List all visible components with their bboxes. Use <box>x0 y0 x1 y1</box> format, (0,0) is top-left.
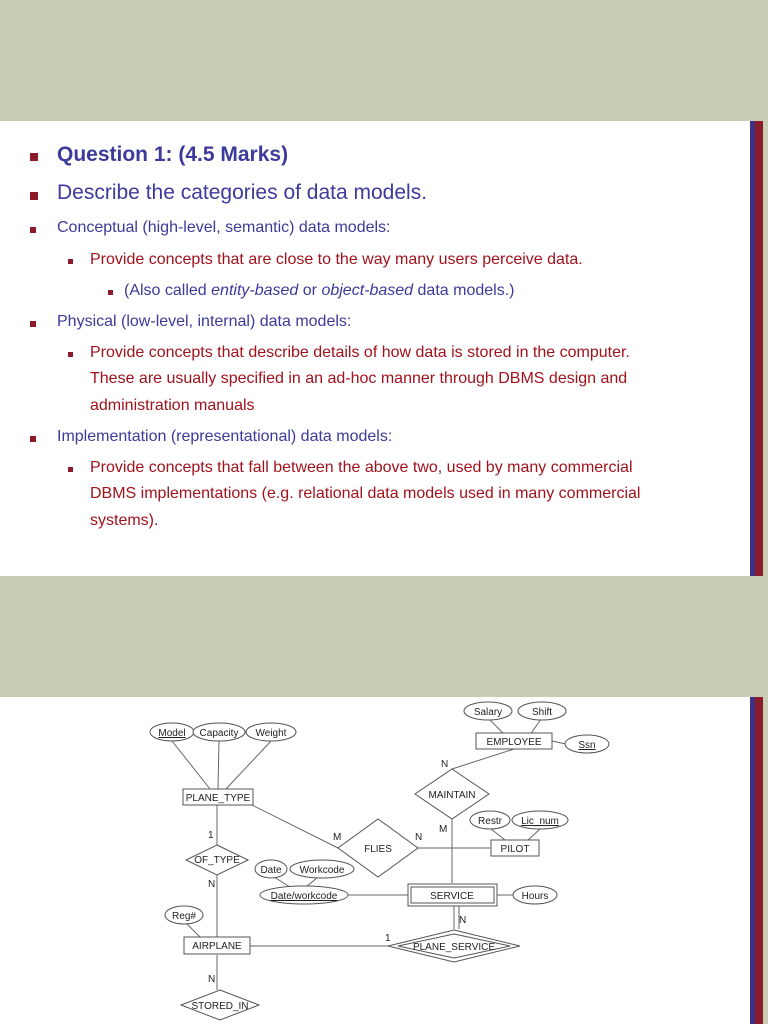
attribute-ssn <box>565 735 609 753</box>
relationship-stored-in-label: STORED_IN <box>191 1001 249 1012</box>
slide-edge-stripes <box>750 121 768 576</box>
attribute-weight <box>246 723 296 741</box>
attribute-date-workcode-label: Date/workcode <box>270 891 338 902</box>
attribute-reg-label: Reg# <box>172 911 196 922</box>
relationship-plane-service <box>388 930 520 962</box>
entity-pilot-label: PILOT <box>500 844 530 855</box>
edge-stripe-gray <box>763 697 768 1024</box>
attribute-date-workcode <box>260 886 348 904</box>
attribute-capacity-label: Capacity <box>199 728 239 739</box>
attribute-workcode-label: Workcode <box>299 865 345 876</box>
er-diagram <box>0 697 740 1024</box>
also-entity-based: entity-based <box>211 282 299 299</box>
attribute-shift <box>518 702 566 720</box>
conceptual-point: Provide concepts that are close to the way many users perceive data. <box>90 251 583 268</box>
cardinality-maintain-m: M <box>439 824 448 835</box>
bullet-marker <box>30 153 38 161</box>
implementation-heading: Implementation (representational) data models: <box>57 428 393 445</box>
line-reg-airplane <box>186 923 200 937</box>
cardinality-oftype-1: 1 <box>208 830 214 841</box>
cardinality-storedin-n: N <box>208 974 216 985</box>
line-employee-maintain <box>452 749 514 769</box>
physical-heading: Physical (low-level, internal) data models: <box>57 313 352 330</box>
conceptual-also <box>124 282 514 300</box>
cardinality-planeservice-n: N <box>459 915 467 926</box>
bullet-marker <box>30 227 36 233</box>
conceptual-heading: Conceptual (high-level, semantic) data models: <box>57 219 391 236</box>
cardinality-oftype-n: N <box>208 879 216 890</box>
also-suffix: data models.) <box>413 282 515 299</box>
attribute-restr <box>470 811 510 829</box>
line-planetype-flies <box>252 805 338 848</box>
edge-stripe-gray <box>763 121 768 576</box>
attribute-capacity <box>193 723 245 741</box>
attribute-reg <box>165 906 203 924</box>
implementation-line-1: Provide concepts that fall between the above two, used by many commercial <box>90 459 633 476</box>
cardinality-flies-m: M <box>333 832 342 843</box>
entity-employee-label: EMPLOYEE <box>486 737 542 748</box>
also-prefix: (Also called <box>124 282 212 299</box>
attribute-date <box>255 860 287 878</box>
attribute-lic-num <box>512 811 568 829</box>
entity-plane-type <box>183 789 253 805</box>
relationship-maintain-label: MAINTAIN <box>428 790 476 801</box>
line-restr-pilot <box>491 829 505 840</box>
bullet-marker <box>30 321 36 327</box>
attribute-workcode <box>290 860 354 878</box>
entity-airplane <box>184 937 250 954</box>
physical-line-2: These are usually specified in an ad-hoc manner through DBMS design and <box>90 370 628 387</box>
also-mid: or <box>298 282 322 299</box>
implementation-line-2: DBMS implementations (e.g. relational data models used in many commercial <box>90 485 641 502</box>
line-ssn-employee <box>552 741 566 744</box>
physical-line-3: administration manuals <box>90 397 255 414</box>
line-capacity-planetype <box>218 741 219 789</box>
slide-edge-stripes <box>750 697 768 1024</box>
slide-header-band <box>0 0 768 121</box>
attribute-lic-num-label: Lic_num <box>521 816 559 827</box>
cardinality-flies-n: N <box>415 832 423 843</box>
cardinality-planeservice-1: 1 <box>385 933 391 944</box>
describe-text: Describe the categories of data models. <box>57 181 428 204</box>
entity-plane-type-label: PLANE_TYPE <box>185 793 251 804</box>
attribute-hours <box>513 886 557 904</box>
relationship-plane-service-label: PLANE_SERVICE <box>412 942 496 953</box>
question-title: Question 1: (4.5 Marks) <box>57 143 289 166</box>
entity-service-weak <box>408 884 497 906</box>
entity-service-label: SERVICE <box>430 891 474 902</box>
bullet-marker <box>68 352 73 357</box>
attribute-weight-label: Weight <box>255 728 287 739</box>
relationship-of-type <box>186 845 248 875</box>
line-workcode-datework <box>306 877 318 887</box>
attribute-hours-label: Hours <box>521 891 549 902</box>
edge-stripe-red <box>755 121 763 576</box>
attribute-shift-label: Shift <box>531 707 553 718</box>
line-lic-pilot <box>528 829 540 840</box>
attribute-ssn-label: Ssn <box>578 740 596 751</box>
attribute-salary <box>464 702 512 720</box>
bullet-marker <box>30 436 36 442</box>
edge-stripe-red <box>755 697 763 1024</box>
bullet-marker <box>108 290 113 295</box>
line-model-planetype <box>172 741 210 789</box>
physical-line-1: Provide concepts that describe details of how data is stored in the computer. <box>90 344 630 361</box>
entity-pilot <box>491 840 539 856</box>
relationship-stored-in <box>181 990 259 1020</box>
cardinality-maintain-n: N <box>441 759 449 770</box>
bullet-marker <box>68 259 73 264</box>
slide-header-band-2 <box>0 576 768 697</box>
relationship-maintain <box>415 769 489 819</box>
bullet-marker <box>68 467 73 472</box>
attribute-salary-label: Salary <box>473 707 503 718</box>
attribute-restr-label: Restr <box>478 816 502 827</box>
entity-employee <box>476 733 552 749</box>
also-object-based: object-based <box>321 282 414 299</box>
bullet-marker <box>30 192 38 200</box>
line-date-datework <box>274 877 290 887</box>
entity-airplane-label: AIRPLANE <box>192 941 242 952</box>
relationship-flies-label: FLIES <box>364 844 392 855</box>
implementation-line-3: systems). <box>90 512 159 529</box>
attribute-model <box>150 723 194 741</box>
slide-er-diagram <box>0 697 768 1024</box>
line-weight-planetype <box>226 741 271 789</box>
slide-text <box>0 121 768 576</box>
attribute-date-label: Date <box>260 865 282 876</box>
attribute-model-label: Model <box>158 728 186 739</box>
relationship-of-type-label: OF_TYPE <box>194 855 240 866</box>
